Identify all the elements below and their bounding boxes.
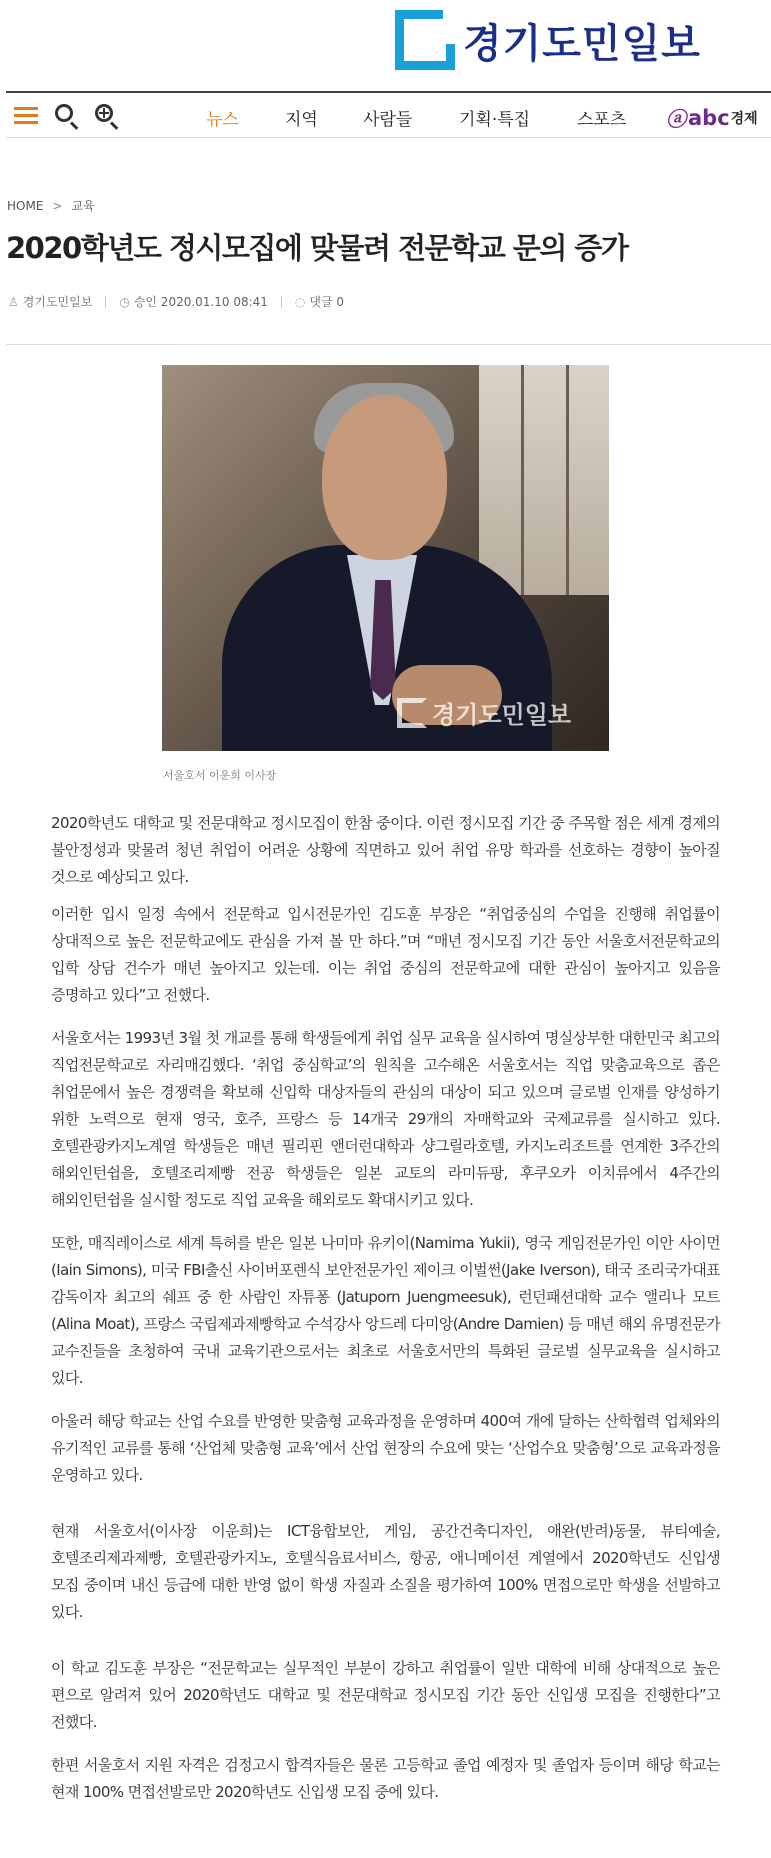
clock-icon: ◷ bbox=[119, 294, 130, 309]
abc-logo-icon: ⓐ bbox=[666, 107, 686, 131]
nav-item-people[interactable]: 사람들 bbox=[363, 110, 413, 130]
author: 경기도민일보 bbox=[22, 295, 93, 309]
logo-square-icon bbox=[395, 10, 455, 70]
masthead bbox=[0, 0, 771, 90]
article-paragraph: 이 학교 김도훈 부장은 “전문학교는 실무적인 부분이 강하고 취업률이 일반 대학에 비해 상대적으로 높은 편으로 알려져 있어 2020학년도 대학교 및 전문대학교 정시모집 기간 동안 신입생 모집을 진행한다”고 전했다. bbox=[51, 1659, 720, 1731]
breadcrumb-home[interactable]: HOME bbox=[7, 198, 44, 213]
nav-item-news[interactable]: 뉴스 bbox=[206, 110, 239, 130]
article-meta bbox=[8, 293, 344, 310]
hamburger-menu-icon[interactable] bbox=[12, 102, 40, 130]
nav-item-feature[interactable]: 기획·특집 bbox=[459, 110, 531, 130]
user-icon: ♙ bbox=[8, 294, 19, 309]
search-icon[interactable] bbox=[52, 102, 80, 130]
nav-item-sports[interactable]: 스포츠 bbox=[577, 110, 627, 130]
article-paragraph: 현재 서울호서(이사장 이운희)는 ICT융합보안, 게임, 공간건축디자인, 애완(반려)동물, 뷰티예술, 호텔조리제과제빵, 호텔관광카지노, 호텔식음료서비스, 항공, 애니메이션 계열에서 2020학년도 신입생 모집 중이며 내신 등급에 대한 반영 없이 학생 자질과 소질을 평가하여 100% 면접으로만 학생을 선발하고 있다. bbox=[51, 1522, 720, 1621]
search-plus-icon[interactable] bbox=[92, 102, 120, 130]
divider bbox=[6, 344, 771, 345]
photo-watermark: 경기도민일보 bbox=[397, 695, 571, 730]
article-paragraph: 아울러 해당 학교는 산업 수요를 반영한 맞춤형 교육과정을 운영하며 400여 개에 달하는 산학협력 업체와의 유기적인 교류를 통해 ‘산업체 맞춤형 교육’에서 산업 현장의 수요에 맞는 ‘산업수요 맞춤형’으로 교육과정을 운영하고 있다. bbox=[51, 1412, 720, 1484]
published-date: 승인 2020.01.10 08:41 bbox=[133, 295, 268, 309]
breadcrumb-section[interactable]: 교육 bbox=[71, 199, 95, 213]
comment-icon: ◌ bbox=[294, 294, 306, 309]
article-title: 2020학년도 정시모집에 맞물려 전문학교 문의 증가 bbox=[6, 231, 628, 265]
abc-suffix: 경제 bbox=[730, 110, 758, 127]
main-nav bbox=[6, 91, 771, 138]
site-logo[interactable] bbox=[395, 10, 701, 70]
site-name: 경기도민일보 bbox=[463, 20, 701, 67]
article-body bbox=[51, 810, 720, 1806]
comments-link[interactable] bbox=[295, 293, 344, 310]
nav-item-region[interactable]: 지역 bbox=[285, 110, 318, 130]
article-paragraph: 이러한 입시 일정 속에서 전문학교 입시전문가인 김도훈 부장은 “취업중심의 수업을 진행해 취업률이 상대적으로 높은 전문학교에도 관심을 가져 볼 만 하다.”며 “매년 정시모집 기간 동안 서울호서전문학교의 입학 상담 건수가 매년 높아지고 있는데. 이는 취업 중심의 전문학교에 대한 관심이 높아지고 있음을 증명하고 있다”고 전했다. bbox=[51, 905, 720, 1004]
article-paragraph: 2020학년도 대학교 및 전문대학교 정시모집이 한참 중이다. 이런 정시모집 기간 중 주목할 점은 세계 경제의 불안정성과 맞물려 청년 취업이 어려운 상황에 직면하고 있어 취업 유망 학과를 선호하는 경향이 높아질 것으로 예상되고 있다. bbox=[51, 814, 720, 886]
photo-caption: 서울호서 이운희 이사장 bbox=[163, 769, 277, 782]
logo-square-icon bbox=[397, 698, 427, 728]
article-photo bbox=[162, 365, 609, 751]
partner-abc-economy[interactable] bbox=[666, 103, 758, 132]
article-paragraph: 한편 서울호서 지원 자격은 검정고시 합격자들은 물론 고등학교 졸업 예정자 및 졸업자 등이며 해당 학교는 현재 100% 면접선발로만 2020학년도 신입생 모집 중에 있다. bbox=[51, 1756, 720, 1801]
breadcrumb bbox=[7, 197, 95, 214]
article-paragraph: 서울호서는 1993년 3월 첫 개교를 통해 학생들에게 취업 실무 교육을 실시하여 명실상부한 대한민국 최고의 직업전문학교로 자리매김했다. ‘취업 중심학교’의 원칙을 고수해온 서울호서는 직업 맞춤교육으로 좁은 취업문에서 높은 경쟁력을 확보해 신입학 대상자들의 관심의 대상이 되고 있으며 글로벌 인재를 양성하기 위한 노력으로 현재 영국, 호주, 프랑스 등 14개국 29개의 자매학교와 국제교류를 실시하고 있다. 호텔관광카지노계열 학생들은 매년 필리핀 앤더런대학과 샹그릴라호텔, 카지노리조트를 연계한 3주간의 해외인턴쉽을, 호텔조리제빵 전공 학생들은 일본 교토의 라미듀팡, 후쿠오카 이치류에서 4주간의 해외인턴쉽을 실시할 정도로 직업 교육을 해외로도 확대시키고 있다. bbox=[51, 1029, 720, 1209]
article-paragraph: 또한, 매직레이스로 세계 특허를 받은 일본 나미마 유키이(Namima Yukii), 영국 게임전문가인 이안 사이먼(Iain Simons), 미국 FBI출신 사이버포렌식 보안전문가인 제이크 이벌썬(Jake Iverson), 태국 조리국가대표 감독이자 최고의 쉐프 중 한 사람인 자튜퐁 (Jatuporn Juengmeesuk), 런던패션대학 교수 앨리나 모트(Alina Moat), 프랑스 국립제과제빵학교 수석강사 앙드레 다미앙(Andre Damien) 등 매년 해외 유명전문가 교수진들을 초청하여 국내 교육기관으로서는 최초로 서울호서만의 특화된 글로벌 실무교육을 실시하고 있다. bbox=[51, 1234, 720, 1387]
chevron-right-icon: > bbox=[52, 198, 63, 213]
abc-brand: abc bbox=[688, 105, 730, 130]
comment-count: 댓글 0 bbox=[309, 295, 345, 309]
